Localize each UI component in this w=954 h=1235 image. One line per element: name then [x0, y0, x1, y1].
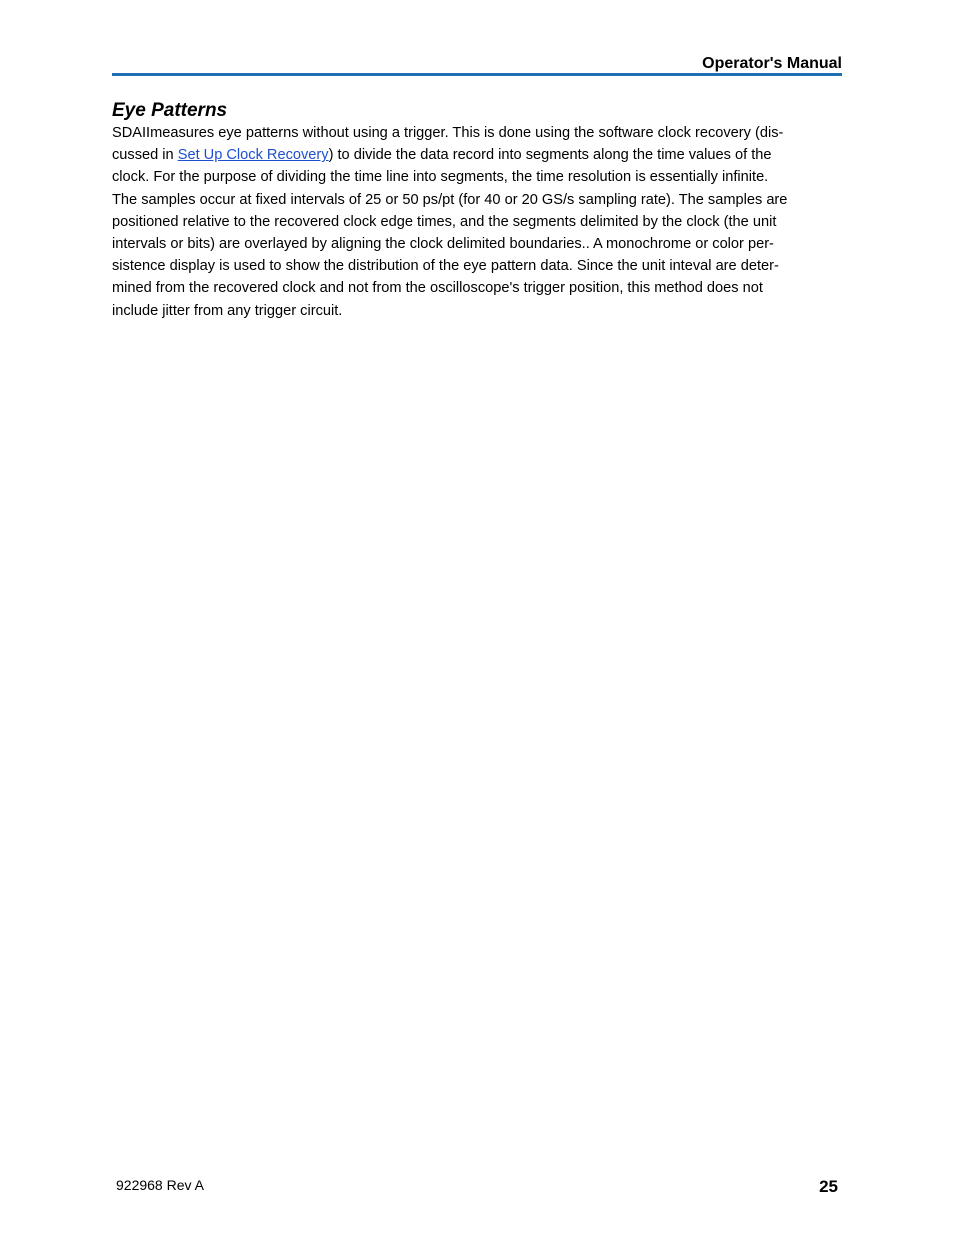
- paragraph-line: The samples occur at fixed intervals of 25 or 50 ps/pt (for 40 or 20 GS/s sampling rate). The samples are: [112, 191, 788, 208]
- paragraph-line: include jitter from any trigger circuit.: [112, 302, 343, 319]
- footer-page-number: 25: [819, 1177, 838, 1196]
- set-up-clock-recovery-link[interactable]: Set Up Clock Recovery: [177, 147, 329, 164]
- paragraph-line: intervals or bits) are overlayed by aligning the clock delimited boundaries.. A monochrome or color per-: [112, 236, 774, 253]
- page-header-title: Operator's Manual: [702, 55, 842, 72]
- header-rule: [112, 73, 842, 76]
- paragraph-line: mined from the recovered clock and not from the oscilloscope's trigger position, this method does not: [112, 280, 763, 297]
- paragraph-line: clock. For the purpose of dividing the time line into segments, the time resolution is essentially infinite.: [112, 169, 769, 186]
- paragraph-line: SDAIImeasures eye patterns without using a trigger. This is done using the software clock recovery (dis-: [112, 125, 784, 141]
- paragraph-line: positioned relative to the recovered clock edge times, and the segments delimited by the clock (the unit: [112, 213, 777, 230]
- paragraph-line: sistence display is used to show the distribution of the eye pattern data. Since the unit inteval are deter-: [112, 258, 779, 275]
- section-heading: Eye Patterns: [112, 100, 228, 121]
- paragraph-text: cussed in: [112, 147, 178, 164]
- footer-doc-id: 922968 Rev A: [116, 1177, 204, 1193]
- paragraph-line: [112, 144, 836, 166]
- paragraph-text: ) to divide the data record into segments along the time values of the: [328, 147, 772, 164]
- body-paragraph: [112, 122, 836, 322]
